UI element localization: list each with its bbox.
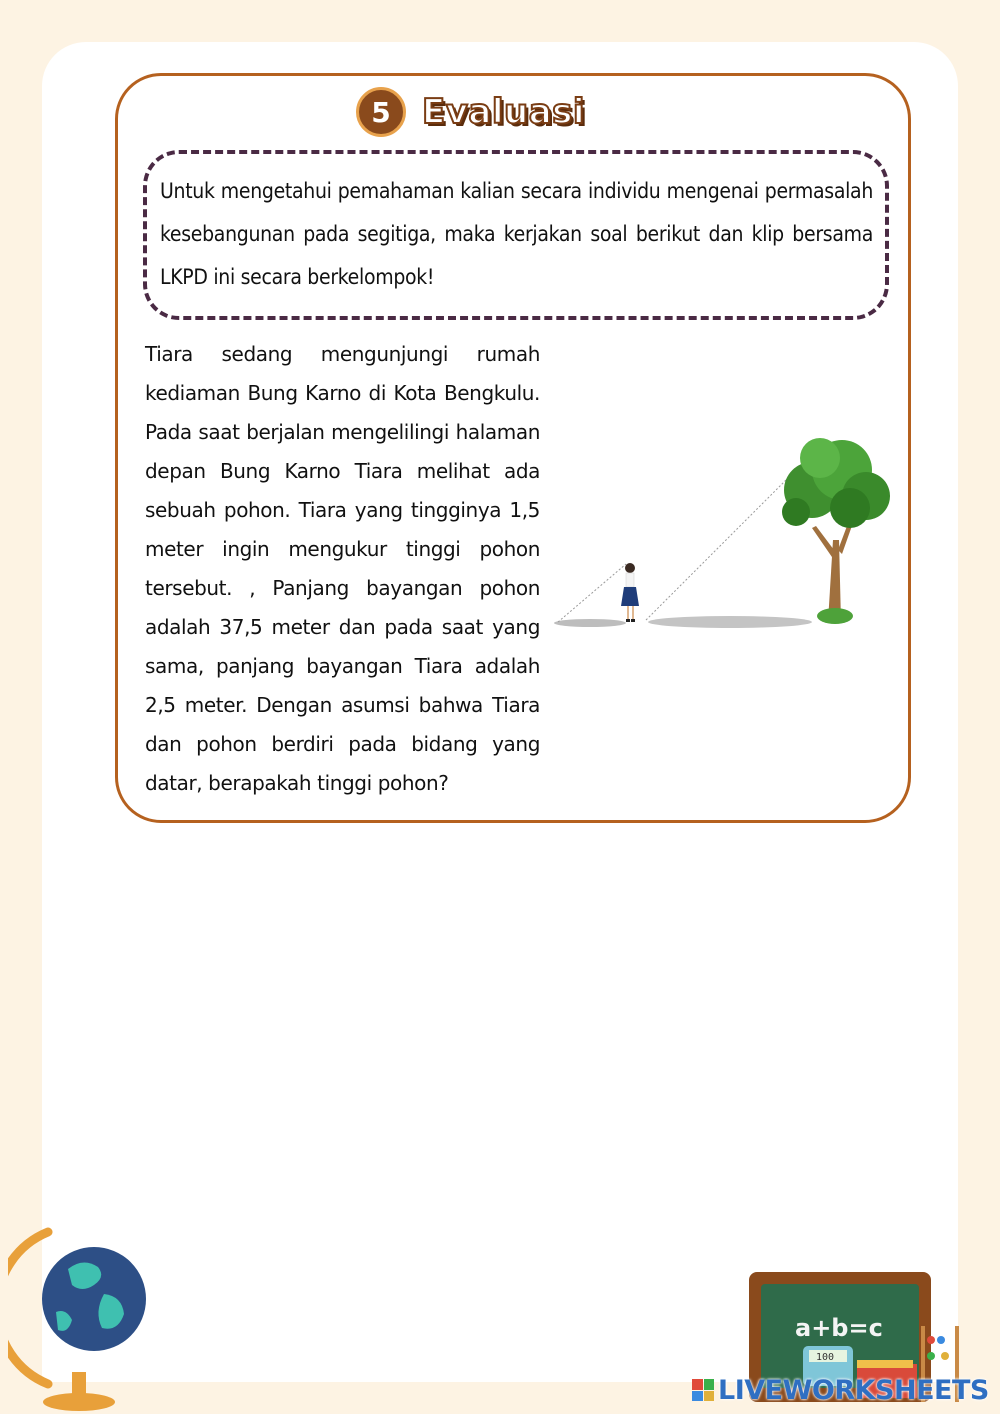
girl-shadow	[554, 619, 626, 627]
globe-icon	[8, 1224, 148, 1414]
tree-shadow	[648, 616, 812, 628]
girl-figure	[621, 563, 639, 622]
watermark-text: LIVEWORKSHEETS	[718, 1374, 989, 1406]
instruction-text: Untuk mengetahui pemahaman kalian secara individu mengenai permasalah kesebangunan pada segitiga, maka kerjakan soal berikut dan klip bersama LKPD ini secara berkelompok!	[160, 179, 873, 289]
liveworksheets-watermark[interactable]	[692, 1372, 989, 1408]
chalkboard-formula: a+b=c	[795, 1314, 883, 1342]
liveworksheets-logo-icon	[692, 1379, 714, 1401]
problem-statement: Tiara sedang mengunjungi rumah kediaman Bung Karno di Kota Bengkulu. Pada saat berjalan mengelilingi halaman depan Bung Karno Tiara melihat ada sebuah pohon. Tiara yang tingginya 1,5 meter ingin mengukur tinggi pohon tersebut. , Panjang bayangan pohon adalah 37,5 meter dan pada saat yang sama, panjang bayangan Tiara adalah 2,5 meter. Dengan asumsi bahwa Tiara dan pohon berdiri pada bidang yang datar, berapakah tinggi pohon?	[145, 342, 540, 795]
tree-figure	[782, 438, 890, 624]
section-title: Evaluasi	[422, 92, 586, 132]
tree-shadow-illustration	[550, 430, 900, 650]
girl-sight-line	[558, 564, 626, 622]
calculator-display: 100	[816, 1352, 835, 1363]
section-heading	[356, 86, 585, 138]
tree-sight-line	[646, 480, 786, 620]
section-number-badge: 5	[356, 87, 406, 137]
